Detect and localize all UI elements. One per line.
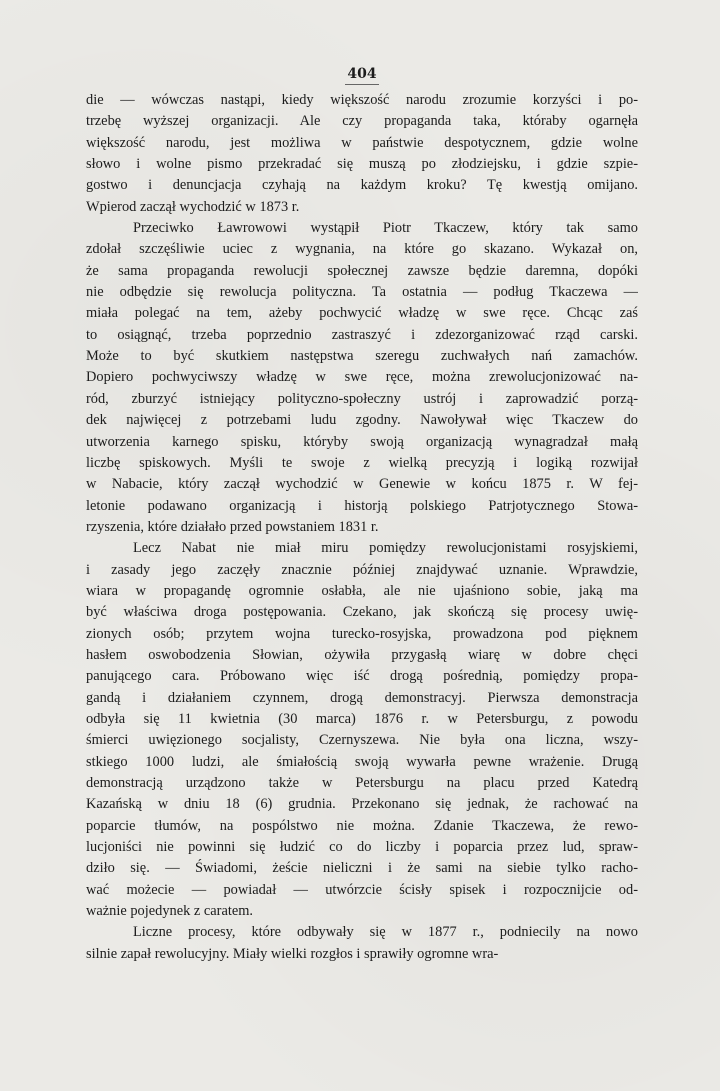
text-line: silnie zapał rewolucyjny. Miały wielki rozgłos i sprawiły ogromne wra- (86, 945, 499, 962)
paragraph (86, 90, 638, 218)
text-line: śmierci uwięzionego socjalisty, Czernyszewa. Nie była ona liczna, wszy- (86, 732, 638, 749)
text-line: trzebę wyższej organizacji. Ale czy propaganda taka, któraby ogarnęła (86, 113, 638, 130)
text-line: i zasady jego zaczęły znacznie później znajdywać uznanie. Wprawdzie, (86, 561, 638, 578)
text-line: gandą i działaniem czynnem, drogą demonstracyj. Pierwsza demonstracja (86, 689, 638, 706)
text-line: wać możecie — powiadał — utwórzcie ścisły spisek i rozpocznijcie od- (86, 881, 638, 898)
text-line: nie odbędzie się rewolucja polityczna. Ta ostatnia — podług Tkaczewa — (86, 284, 638, 301)
text-line: to osiągnąć, trzeba poprzednio zastraszyć i zdezorganizować rząd carski. (86, 326, 638, 343)
text-line: zionych osób; przytem wojna turecko-rosyjska, prowadzona pod pięknem (86, 625, 638, 642)
text-line: Dopiero pochwyciwszy władzę w swe ręce, można zrewolucjonizować na- (86, 369, 638, 386)
page-number: 404 (347, 66, 377, 82)
text-line: demonstracją urządzono także w Petersburgu na placu przed Katedrą (86, 775, 638, 791)
text-line: w Nabacie, który zaczął wychodzić w Genewie w końcu 1875 r. W fej- (86, 476, 638, 493)
text-line: stkiego 1000 ludzi, ale śmiałością swoją wywarła pewne wrażenie. Drugą (86, 753, 638, 770)
text-line: rzyszenia, które działało przed powstaniem 1831 r. (86, 518, 379, 535)
text-line: Kazańską w dniu 18 (6) grudnia. Przekonano się jednak, że rachować na (86, 796, 638, 813)
text-line: Wpierod zaczął wychodzić w 1873 r. (86, 198, 300, 215)
page-number-underline (345, 84, 379, 85)
text-line: ród, zburzyć istniejący polityczno-społeczny ustrój i zaprowadzić porzą- (86, 390, 638, 407)
paragraph (86, 922, 638, 965)
text-line: Może to być skutkiem następstwa szeregu zuchwałych nań zamachów. (86, 348, 638, 365)
text-line: być właściwa droga postępowania. Czekano, jak skończą się procesy uwię- (86, 604, 638, 621)
text-line: Lecz Nabat nie miał miru pomiędzy rewolucjonistami rosyjskiemi, (133, 540, 638, 557)
text-line: hasłem oswobodzenia Słowian, ożywiła przygasłą wiarę w dobre chęci (86, 646, 638, 663)
text-line: słowo i wolne pismo przekradać się muszą po złodziejsku, i gdzie szpie- (86, 156, 638, 173)
text-line: ważnie pojedynek z caratem. (86, 903, 254, 920)
paragraph (86, 218, 638, 538)
text-line: miała polegać na tem, ażeby pochwycić władzę w swe ręce. Chcąc zaś (86, 305, 638, 322)
text-line: letonie podawano organizacją i historją polskiego Patrjotycznego Stowa- (86, 497, 638, 514)
text-line: die — wówczas nastąpi, kiedy większość narodu zrozumie korzyści i po- (86, 92, 638, 108)
text-line: że sama propaganda rewolucji społecznej zawsze będzie daremna, dopóki (86, 262, 638, 279)
text-line: lucjoniści nie powinni się łudzić co do liczby i poparcia przez lud, spraw- (86, 839, 638, 856)
text-line: odbyła się 11 kwietnia (30 marca) 1876 r. w Petersburgu, z powodu (86, 710, 638, 727)
text-line: liczbę spiskowych. Myśli te swoje z wielką precyzją i logiką rozwijał (86, 454, 638, 471)
text-line: Przeciwko Ławrowowi wystąpił Piotr Tkaczew, który tak samo (133, 220, 638, 237)
text-line: utworzenia karnego spisku, któryby swoją organizacją wynagradzał małą (86, 433, 638, 450)
text-line: większość narodu, jest możliwa w państwie despotycznem, gdzie wolne (86, 134, 638, 151)
text-line: poparcie tłumów, na pospólstwo nie można. Zdanie Tkaczewa, że rewo- (86, 817, 638, 834)
body-text (86, 90, 638, 965)
text-line: wiara w propagandę ogromnie osłabła, ale nie ujaśniono sobie, jaką ma (86, 582, 638, 599)
text-line: zdołał szczęśliwie uciec z wygnania, na które go skazano. Wykazał on, (86, 241, 638, 258)
text-line: gostwo i denuncjacja czyhają na każdym kroku? Tę kwestją omijano. (86, 177, 638, 194)
text-line: panującego cara. Próbowano więc iść drogą pośrednią, pomiędzy propa- (86, 668, 638, 685)
text-line: Liczne procesy, które odbywały się w 1877 r., podniecily na nowo (133, 924, 638, 941)
text-line: dek najwięcej z potrzebami ludu zgodny. Nawoływał więc Tkaczew do (86, 412, 638, 429)
paragraph (86, 538, 638, 922)
text-line: dziło się. — Świadomi, żeście nieliczni i że sami na siebie tylko racho- (86, 860, 638, 877)
